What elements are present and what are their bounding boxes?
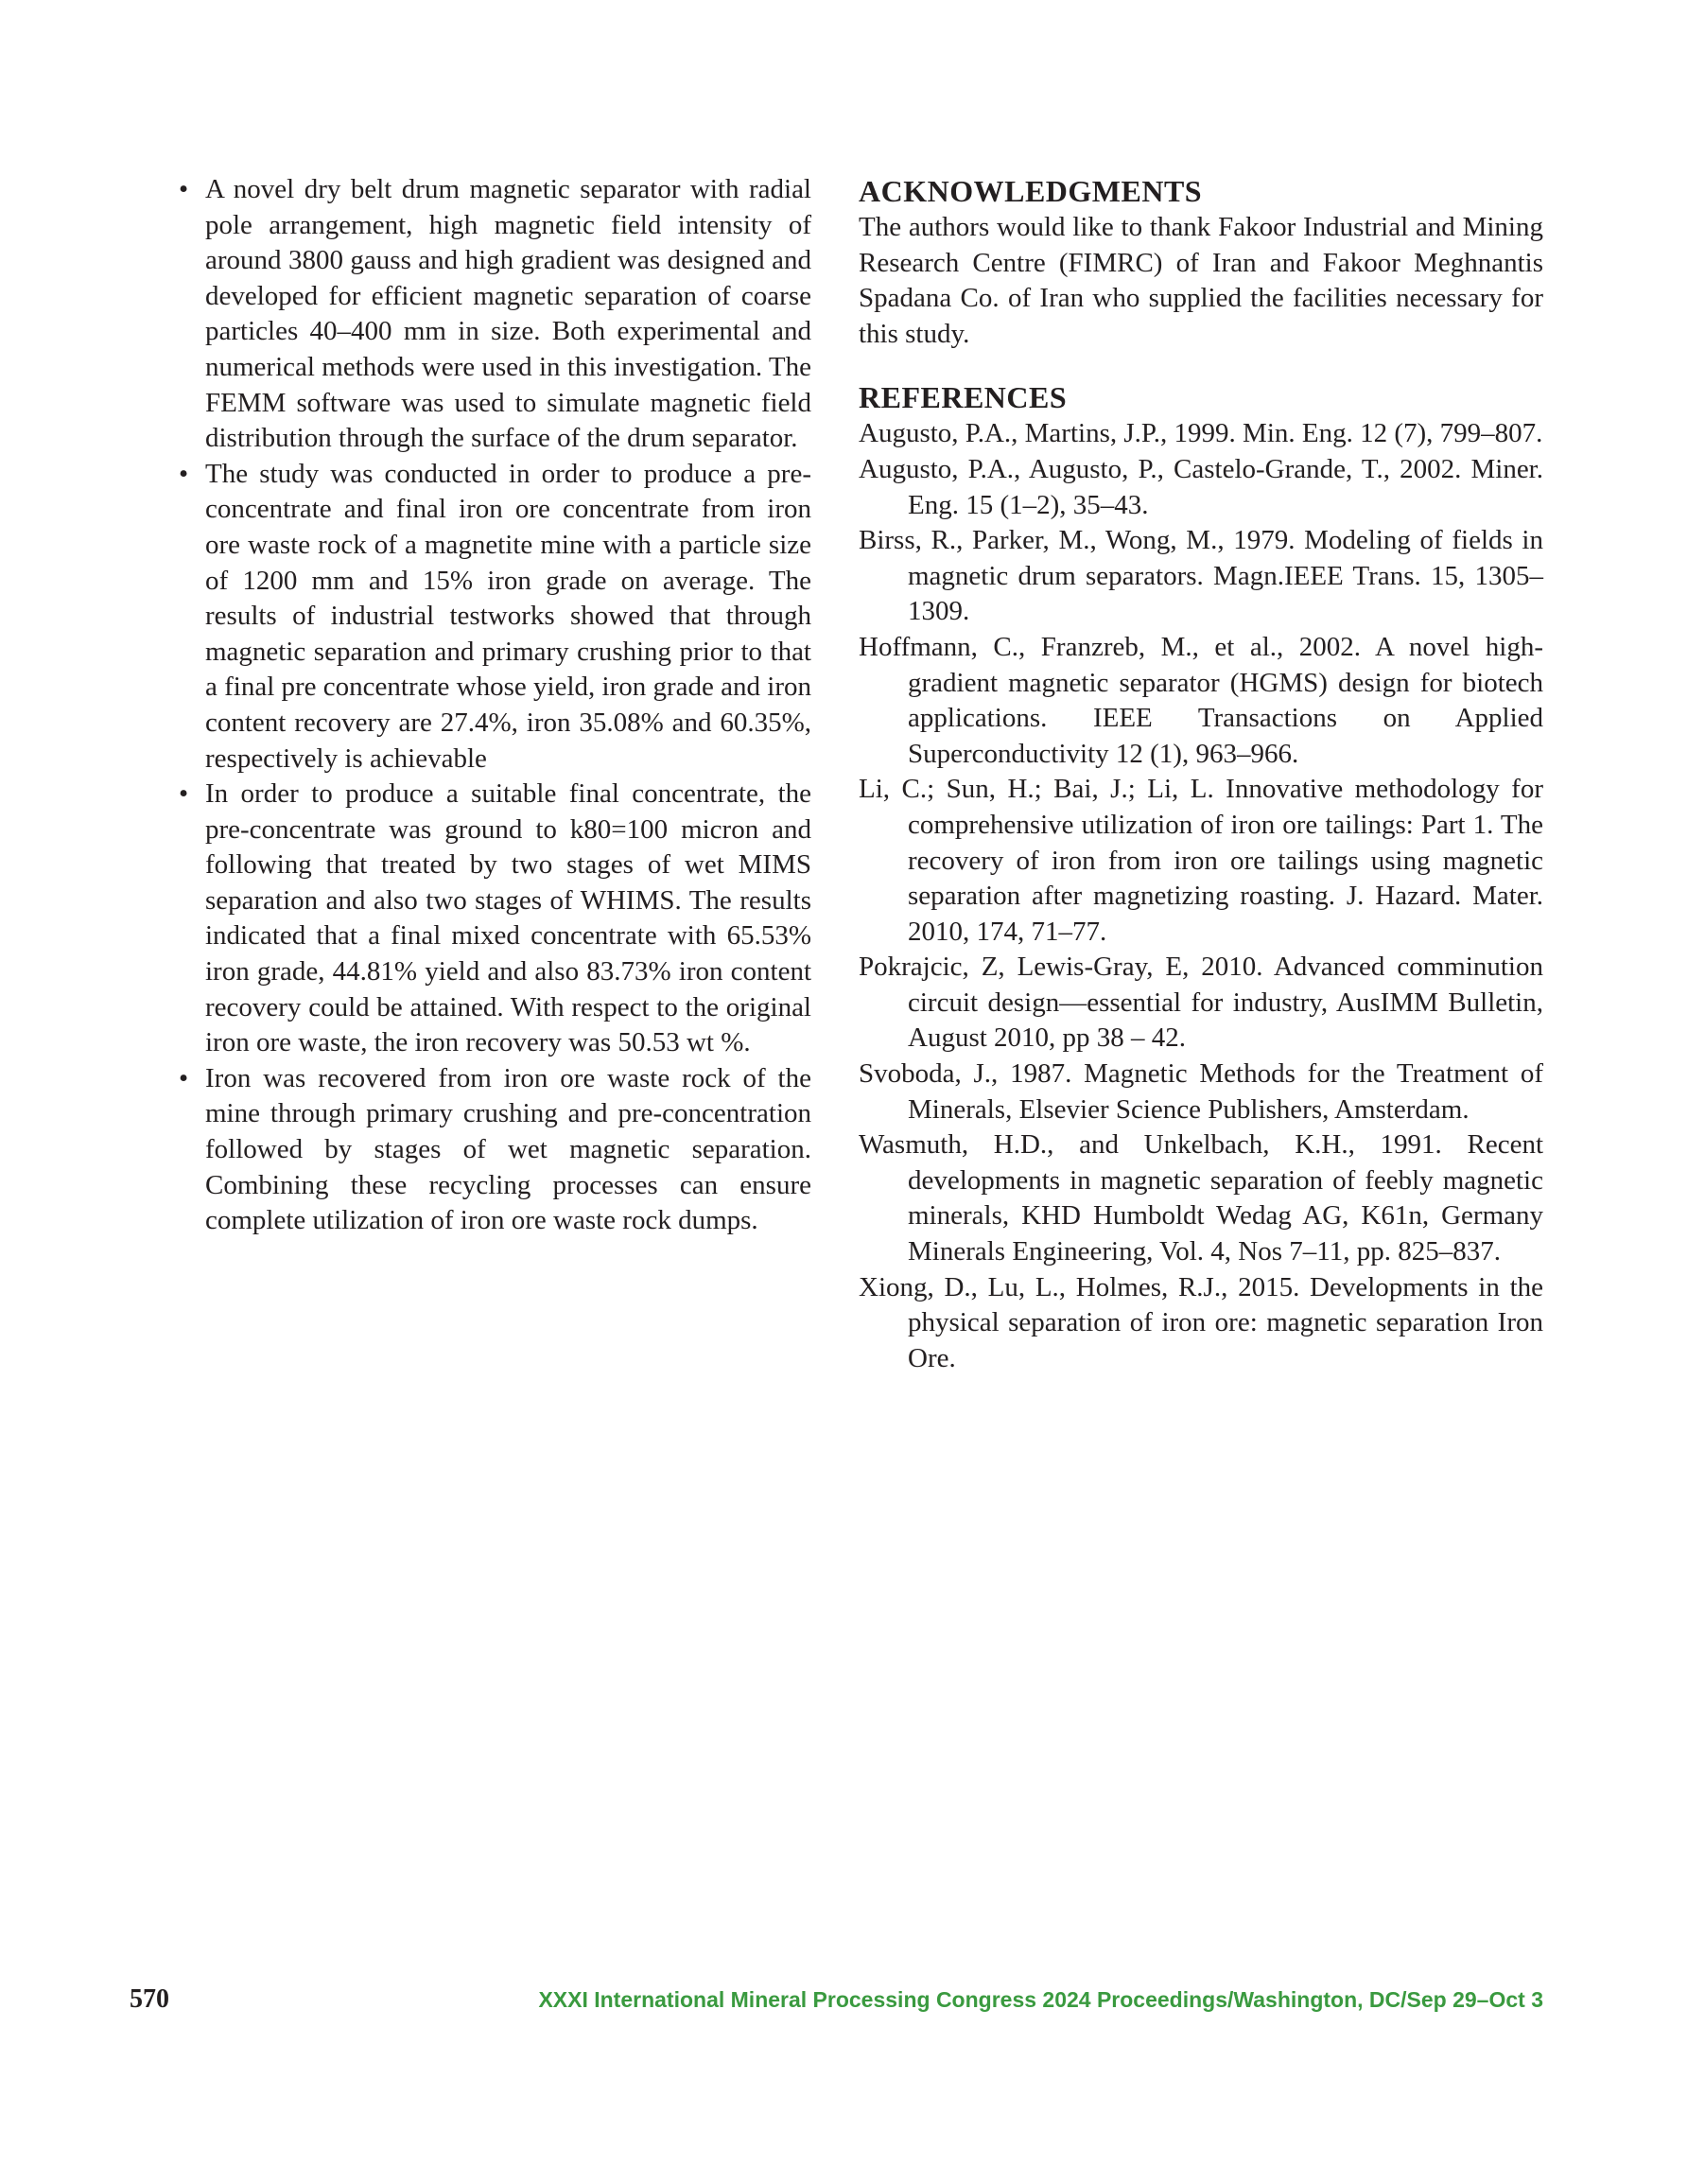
reference-item: Svoboda, J., 1987. Magnetic Methods for the Treatment of Minerals, Elsevier Science Publishers, Amsterdam. — [859, 1058, 1543, 1125]
bullet-item — [173, 777, 811, 1061]
bullet-symbol: • — [179, 1062, 189, 1093]
right-column — [859, 172, 1543, 1376]
references-list — [859, 416, 1543, 1376]
reference-item: Li, C.; Sun, H.; Bai, J.; Li, L. Innovative methodology for comprehensive utilization of iron ore tailings: Part 1. The recovery of iron from iron ore tailings using magnetic separation after magnetizing roasting. J. Hazard. Mater. 2010, 174, 71–77. — [859, 774, 1543, 947]
bullet-symbol: • — [179, 458, 189, 489]
acknowledgments-heading: ACKNOWLEDGMENTS — [859, 174, 1203, 208]
bullet-text: The study was conducted in order to produce a pre-concentrate and final iron ore concentrate from iron ore waste rock of a magnetite mine with a particle size of 1200 mm and 15% iron grade on average. The results of industrial testworks showed that through magnetic separation and primary crushing prior to that a final pre concentrate whose yield, iron grade and iron content recovery are 27.4%, iron 35.08% and 60.35%, respectively is achievable — [205, 458, 811, 774]
reference-item: Augusto, P.A., Augusto, P., Castelo-Grande, T., 2002. Miner. Eng. 15 (1–2), 35–43. — [859, 453, 1543, 520]
reference-item: Wasmuth, H.D., and Unkelbach, K.H., 1991. Recent developments in magnetic separation of feebly magnetic minerals, KHD Humboldt Wedag AG, K61n, Germany Minerals Engineering, Vol. 4, Nos 7–11, pp. 825–837. — [859, 1129, 1543, 1267]
bullet-item — [173, 1061, 811, 1239]
reference-item: Xiong, D., Lu, L., Holmes, R.J., 2015. Developments in the physical separation of iron ore: magnetic separation Iron Ore. — [859, 1271, 1543, 1373]
reference-item: Augusto, P.A., Martins, J.P., 1999. Min. Eng. 12 (7), 799–807. — [859, 418, 1543, 449]
reference-item: Hoffmann, C., Franzreb, M., et al., 2002. A novel high-gradient magnetic separator (HGMS) design for biotech applications. IEEE Transactions on Applied Superconductivity 12 (1), 963–966. — [859, 631, 1543, 769]
acknowledgments-text: The authors would like to thank Fakoor Industrial and Mining Research Centre (FIMRC) of Iran and Fakoor Meghnantis Spadana Co. of Iran who supplied the facilities necessary for this study. — [859, 212, 1543, 349]
bullet-symbol: • — [179, 778, 189, 810]
bullet-symbol: • — [179, 174, 189, 204]
page-number: 570 — [130, 1984, 169, 2014]
bullet-text: Iron was recovered from iron ore waste rock of the mine through primary crushing and pre-concentration followed by stages of wet magnetic separation. Combining these recycling processes can ensure complete utilization of iron ore waste rock dumps. — [205, 1062, 811, 1236]
running-footer-title: XXXI International Mineral Processing Congress 2024 Proceedings/Washington, DC/Sep 29–Oct 3 — [538, 1987, 1543, 2012]
page-footer — [0, 1984, 1687, 2022]
left-column — [173, 172, 811, 1239]
bullet-item — [173, 172, 811, 457]
bullet-text: In order to produce a suitable final concentrate, the pre-concentrate was ground to k80=100 micron and following that treated by two stages of wet MIMS separation and also two stages of WHIMS. The results indicated that a final mixed concentrate with 65.53% iron grade, 44.81% yield and also 83.73% iron content recovery could be attained. With respect to the original iron ore waste, the iron recovery was 50.53 wt %. — [205, 778, 811, 1058]
bullet-text: A novel dry belt drum magnetic separator with radial pole arrangement, high magnetic field intensity of around 3800 gauss and high gradient was designed and developed for efficient magnetic separation of coarse particles 40–400 mm in size. Both experimental and numerical methods were used in this investigation. The FEMM software was used to simulate magnetic field distribution through the surface of the drum separator. — [205, 174, 811, 454]
reference-item: Pokrajcic, Z, Lewis-Gray, E, 2010. Advanced comminution circuit design—essential for industry, AusIMM Bulletin, August 2010, pp 38 – 42. — [859, 952, 1543, 1054]
conclusions-bullet-list — [173, 172, 811, 1239]
bullet-item — [173, 457, 811, 777]
reference-item: Birss, R., Parker, M., Wong, M., 1979. Modeling of fields in magnetic drum separators. Magn.IEEE Trans. 15, 1305–1309. — [859, 525, 1543, 627]
references-heading: REFERENCES — [859, 380, 1068, 415]
